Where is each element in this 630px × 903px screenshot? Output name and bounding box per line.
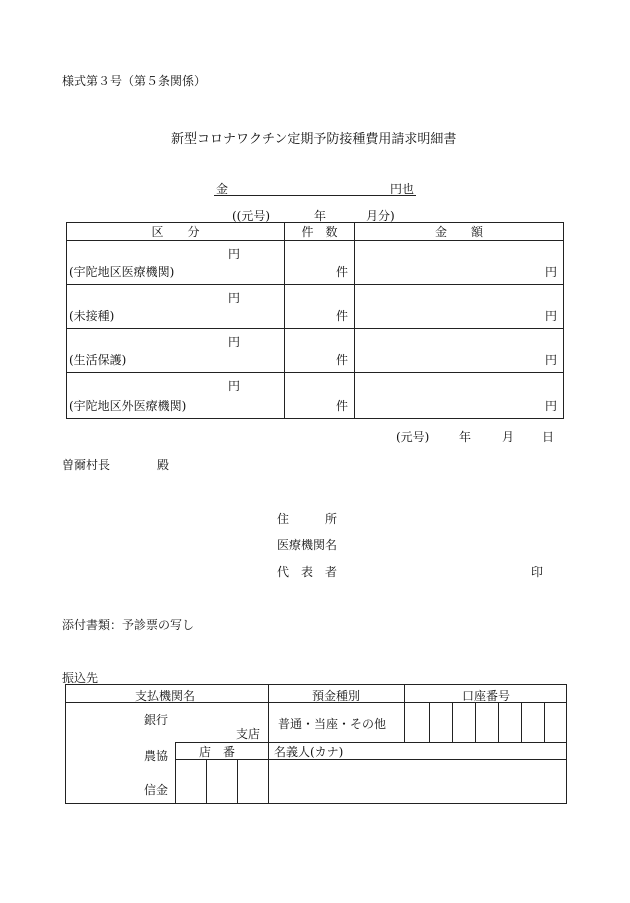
header-deposit-type: 預金種別 xyxy=(312,689,361,703)
addressee-dono: 殿 xyxy=(157,458,170,472)
row-yen: 円 xyxy=(227,247,240,261)
date-nen: 年 xyxy=(459,430,472,444)
en-ya-label: 円也 xyxy=(390,182,415,196)
holder-label: 名義人(カナ) xyxy=(274,745,344,759)
row-yen: 円 xyxy=(227,291,240,305)
row-amount-yen: 円 xyxy=(544,399,557,413)
credit-label: 信金 xyxy=(144,783,169,797)
period-open: ((元号) xyxy=(232,209,271,223)
row-label: (宇陀地区外医療機関) xyxy=(69,399,187,413)
agri-label: 農協 xyxy=(144,749,169,763)
applicant-representative-label: 代 表 者 xyxy=(277,565,338,579)
addressee-name: 曽爾村長 xyxy=(62,458,111,472)
period-nen: 年 xyxy=(314,209,327,223)
row-amount-yen: 円 xyxy=(544,309,557,323)
header-category: 区 分 xyxy=(67,223,285,241)
form-number: 様式第３号（第５条関係） xyxy=(62,74,207,88)
applicant-address-label: 住 所 xyxy=(277,512,338,526)
header-amount: 金 額 xyxy=(355,223,564,241)
period-getsubun: 月分) xyxy=(366,209,395,223)
bank-label: 銀行 xyxy=(144,713,169,727)
row-yen: 円 xyxy=(227,379,240,393)
row-ken: 件 xyxy=(335,265,348,279)
applicant-institution-label: 医療機関名 xyxy=(277,538,338,552)
date-tsuki: 月 xyxy=(502,430,515,444)
table-row xyxy=(67,241,564,285)
table-row xyxy=(67,285,564,329)
kin-label: 金 xyxy=(216,182,229,196)
row-label: (生活保護) xyxy=(69,353,127,367)
branch-no-label: 店 番 xyxy=(199,745,236,759)
header-count: 件 数 xyxy=(285,223,355,241)
row-label: (宇陀地区医療機関) xyxy=(69,265,175,279)
date-era: (元号) xyxy=(396,430,430,444)
row-yen: 円 xyxy=(227,335,240,349)
amount-line xyxy=(214,180,416,196)
seal-mark: 印 xyxy=(531,565,544,579)
header-institution: 支払機関名 xyxy=(135,689,196,703)
row-amount-yen: 円 xyxy=(544,353,557,367)
row-label: (未接種) xyxy=(69,309,115,323)
header-account-no: 口座番号 xyxy=(462,689,511,703)
row-amount-yen: 円 xyxy=(544,265,557,279)
document-title: 新型コロナワクチン定期予防接種費用請求明細書 xyxy=(171,132,457,147)
deposit-options: 普通・当座・その他 xyxy=(278,717,387,731)
row-ken: 件 xyxy=(335,353,348,367)
claim-table xyxy=(66,222,564,419)
table-row xyxy=(67,329,564,373)
branch-label: 支店 xyxy=(236,727,261,741)
table-row xyxy=(67,373,564,419)
attachments: 添付書類：予診票の写し xyxy=(62,618,195,632)
date-hi: 日 xyxy=(542,430,555,444)
row-ken: 件 xyxy=(335,399,348,413)
bank-table xyxy=(65,684,567,804)
row-ken: 件 xyxy=(335,309,348,323)
bank-heading: 振込先 xyxy=(62,671,99,685)
